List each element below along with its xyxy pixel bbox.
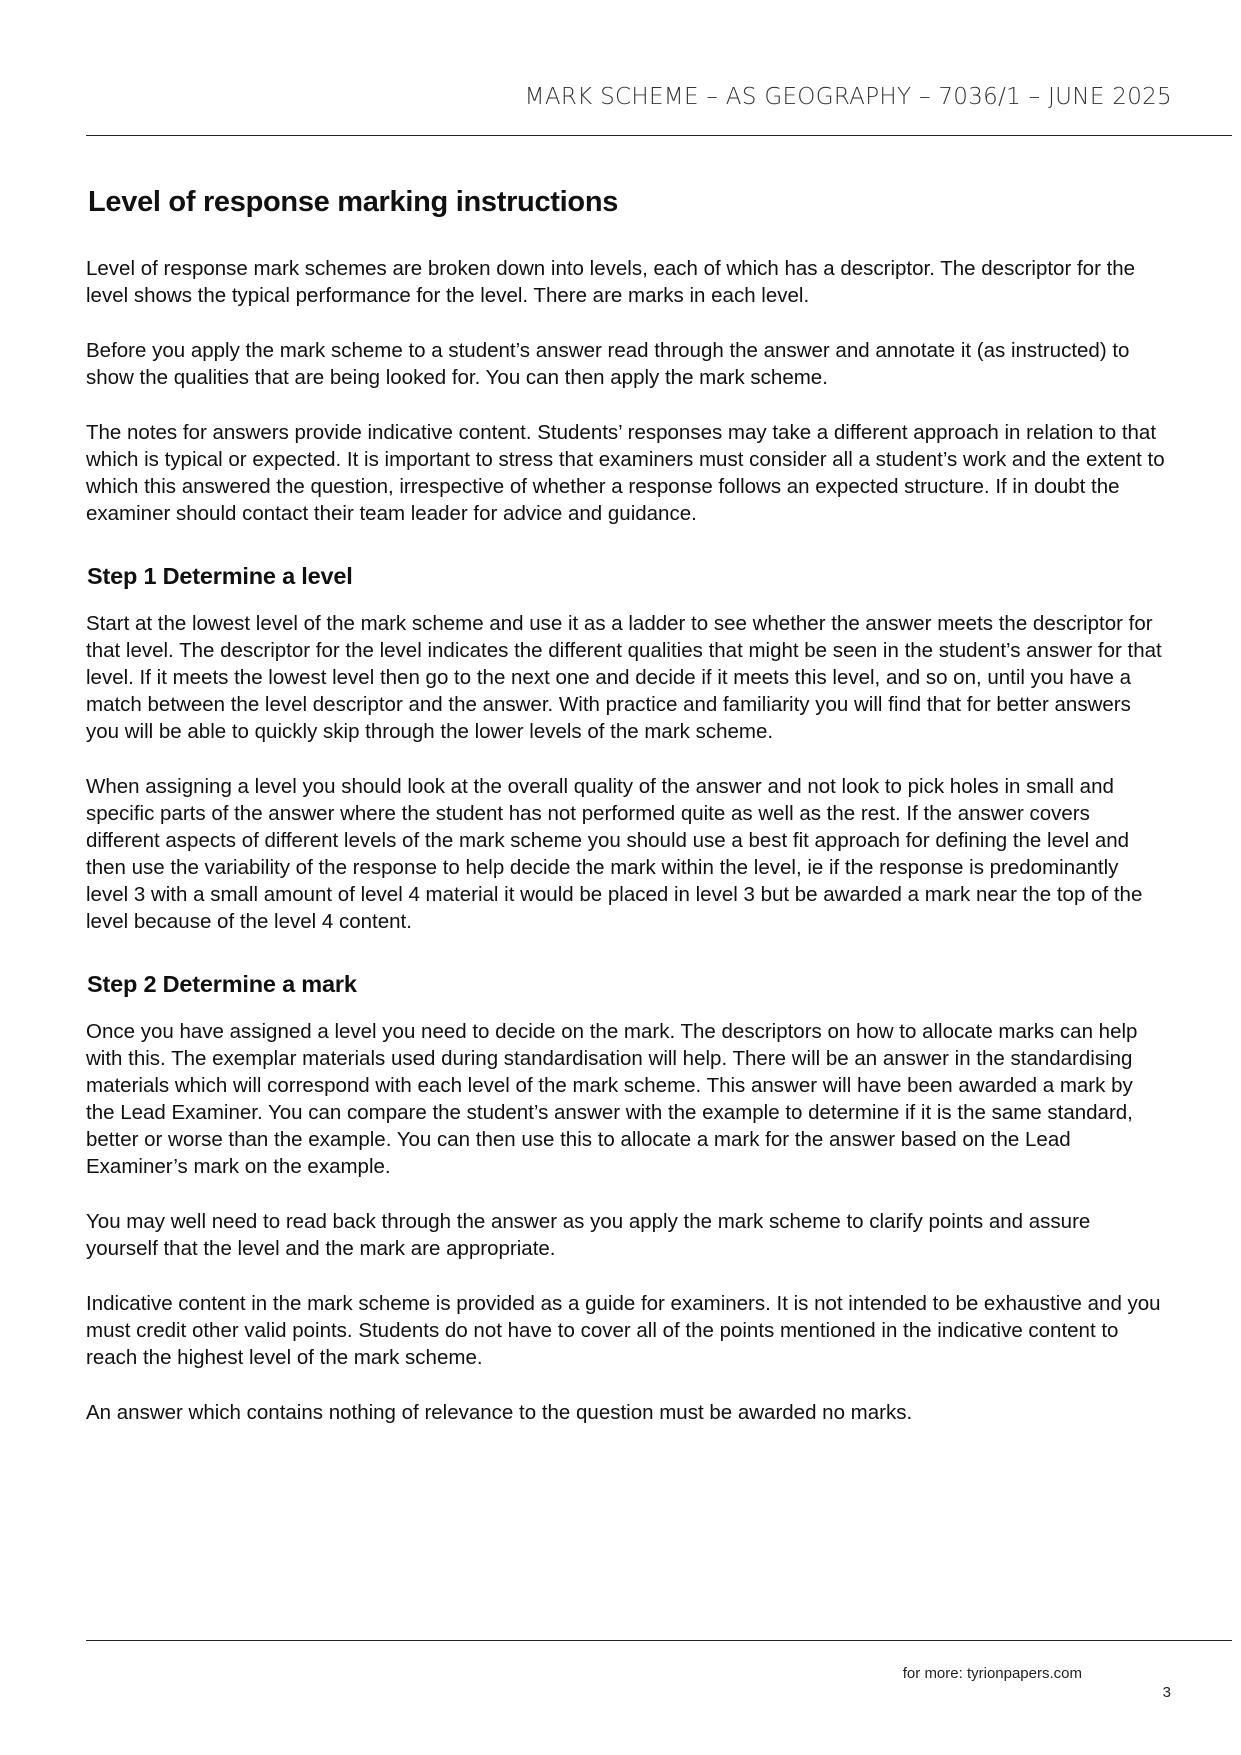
main-content bbox=[86, 186, 1166, 1426]
step2-paragraph: You may well need to read back through the answer as you apply the mark scheme to clarify points and assure yourself that the level and the mark are appropriate. bbox=[86, 1210, 1091, 1260]
step1-section bbox=[86, 563, 1166, 935]
intro-paragraph: Before you apply the mark scheme to a student’s answer read through the answer and annotate it (as instructed) to show the qualities that are being looked for. You can then apply the mark scheme. bbox=[86, 339, 1130, 389]
intro-paragraph: Level of response mark schemes are broken down into levels, each of which has a descriptor. The descriptor for the level shows the typical performance for the level. There are marks in each level. bbox=[86, 257, 1136, 307]
footer-divider bbox=[86, 1640, 1232, 1641]
step2-paragraph: Once you have assigned a level you need to decide on the mark. The descriptors on how to allocate marks can help with this. The exemplar materials used during standardisation will help. There will be an answer in the standardising materials which will correspond with each level of the mark scheme. This answer will have been awarded a mark by the Lead Examiner. You can compare the student’s answer with the example to determine if it is the same standard, better or worse than the example. You can then use this to allocate a mark for the answer based on the Lead Examiner’s mark on the example. bbox=[86, 1020, 1138, 1178]
step1-paragraph: Start at the lowest level of the mark scheme and use it as a ladder to see whether the answer meets the descriptor for that level. The descriptor for the level indicates the different qualities that might be seen in the student’s answer for that level. If it meets the lowest level then go to the next one and decide if it meets this level, and so on, until you have a match between the level descriptor and the answer. With practice and familiarity you will find that for better answers you will be able to quickly skip through the lower levels of the mark scheme. bbox=[86, 612, 1162, 743]
footer-link-text: for more: tyrionpapers.com bbox=[902, 1665, 1082, 1682]
step2-section bbox=[86, 971, 1166, 1426]
intro-paragraph: The notes for answers provide indicative content. Students’ responses may take a different approach in relation to that which is typical or expected. It is important to stress that examiners must consider all a student’s work and the extent to which this answered the question, irrespective of whether a response follows an expected structure. If in doubt the examiner should contact their team leader for advice and guidance. bbox=[86, 421, 1165, 525]
step1-paragraph: When assigning a level you should look at the overall quality of the answer and not look to pick holes in small and specific parts of the answer where the student has not performed quite as well as the rest. If the answer covers different aspects of different levels of the mark scheme you should use a best fit approach for defining the level and then use the variability of the response to help decide the mark within the level, ie if the response is predominantly level 3 with a small amount of level 4 material it would be placed in level 3 but be awarded a mark near the top of the level because of the level 4 content. bbox=[86, 775, 1143, 933]
step2-paragraph: Indicative content in the mark scheme is provided as a guide for examiners. It is not intended to be exhaustive and you must credit other valid points. Students do not have to cover all of the points mentioned in the indicative content to reach the highest level of the mark scheme. bbox=[86, 1292, 1161, 1369]
header-title: MARK SCHEME – AS GEOGRAPHY – 7036/1 – JUNE 2025 bbox=[524, 84, 1172, 110]
step2-paragraph: An answer which contains nothing of relevance to the question must be awarded no marks. bbox=[86, 1401, 913, 1424]
step2-heading: Step 2 Determine a mark bbox=[87, 971, 357, 997]
step1-heading: Step 1 Determine a level bbox=[87, 563, 353, 589]
page-title: Level of response marking instructions bbox=[88, 186, 619, 218]
page-number: 3 bbox=[1162, 1684, 1171, 1701]
intro-section bbox=[86, 255, 1166, 527]
header-divider bbox=[86, 135, 1232, 136]
